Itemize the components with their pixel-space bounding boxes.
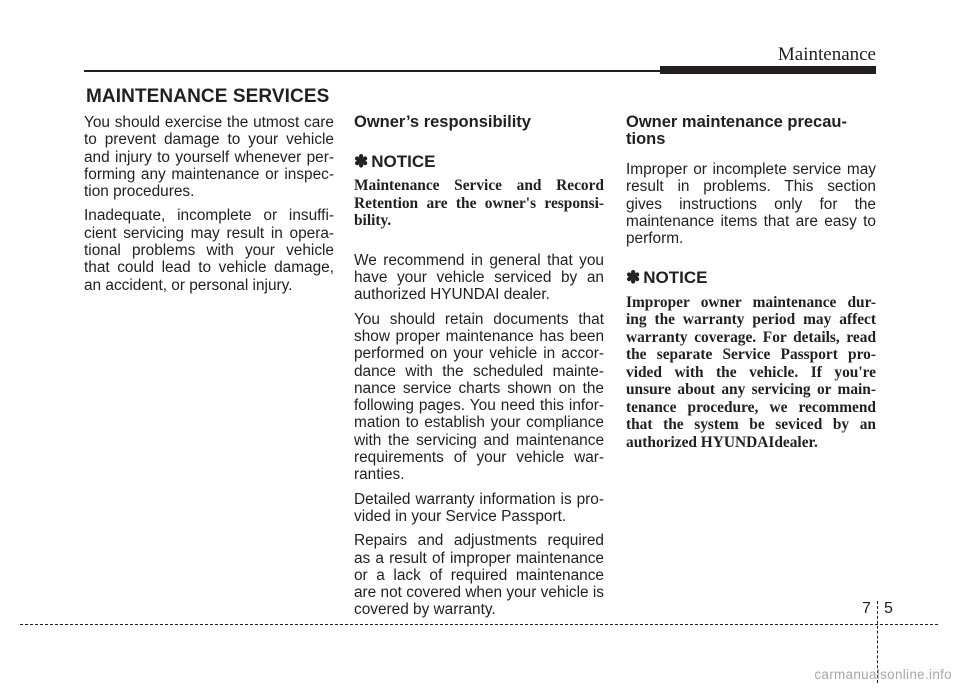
notice-heading — [626, 269, 876, 286]
header-rule-bar — [660, 66, 876, 74]
responsibility-paragraph-3: Detailed warranty information is pro- vided in your Service Passport. — [354, 490, 604, 525]
chapter-number: 7 — [862, 600, 871, 617]
notice-text: Maintenance Service and Record Retention are the owner's responsi- bility. — [354, 177, 604, 230]
owner-precautions-heading: Owner maintenance precau- tions — [626, 113, 847, 148]
notice-asterisk-icon: ✽ — [354, 152, 369, 171]
responsibility-paragraph-1: We recommend in general that you have your vehicle serviced by an authorized HYUNDAI dealer. — [354, 251, 604, 304]
header-rule — [84, 70, 662, 72]
notice-label: NOTICE — [643, 268, 708, 288]
responsibility-paragraph-4: Repairs and adjustments required as a result of improper maintenance or a lack of required maintenance are not covered when your vehicle is covered by warranty. — [354, 532, 604, 619]
notice-text: Improper owner maintenance dur- ing the warranty period may affect warranty coverage. For details, read the separate Service Passport pro- vided with the vehicle. If you're unsure about any servicing or main- tenance procedure, we recommend that the system be seviced by an authorized HYUNDAIdealer. — [626, 293, 876, 451]
watermark: carmanualsonline.info — [814, 667, 952, 682]
notice-label: NOTICE — [371, 152, 436, 171]
owner-responsibility-heading: Owner’s responsibility — [354, 113, 531, 131]
column-owner-responsibility — [354, 114, 604, 626]
intro-paragraph-1: You should exercise the utmost care to prevent damage to your vehicle and injury to yourself whenever per- forming any maintenance or inspec- tion procedures. — [84, 114, 334, 201]
notice-heading — [354, 153, 604, 170]
page-number: 5 — [884, 600, 893, 617]
running-header-title: Maintenance — [777, 44, 876, 65]
footer-dashed-rule — [20, 624, 938, 625]
section-title: MAINTENANCE SERVICES — [86, 86, 330, 107]
precautions-paragraph: Improper or incomplete service may result in problems. This section gives instructions only for the maintenance items that are easy to perform. — [626, 161, 876, 248]
responsibility-paragraph-2: You should retain documents that show proper maintenance has been performed on your vehicle in accor- dance with the scheduled mainte- nance service charts shown on the following pages. You need this infor- mation to establish your compliance with the servicing and maintenance requirements of your vehicle war- ranties. — [354, 310, 604, 484]
intro-paragraph-2: Inadequate, incomplete or insuffi- cient servicing may result in opera- tional problems with your vehicle that could lead to vehicle damage, an accident, or personal injury. — [84, 207, 334, 294]
column-owner-precautions — [626, 114, 876, 451]
notice-asterisk-icon: ✽ — [626, 268, 641, 288]
column-intro — [84, 114, 334, 301]
